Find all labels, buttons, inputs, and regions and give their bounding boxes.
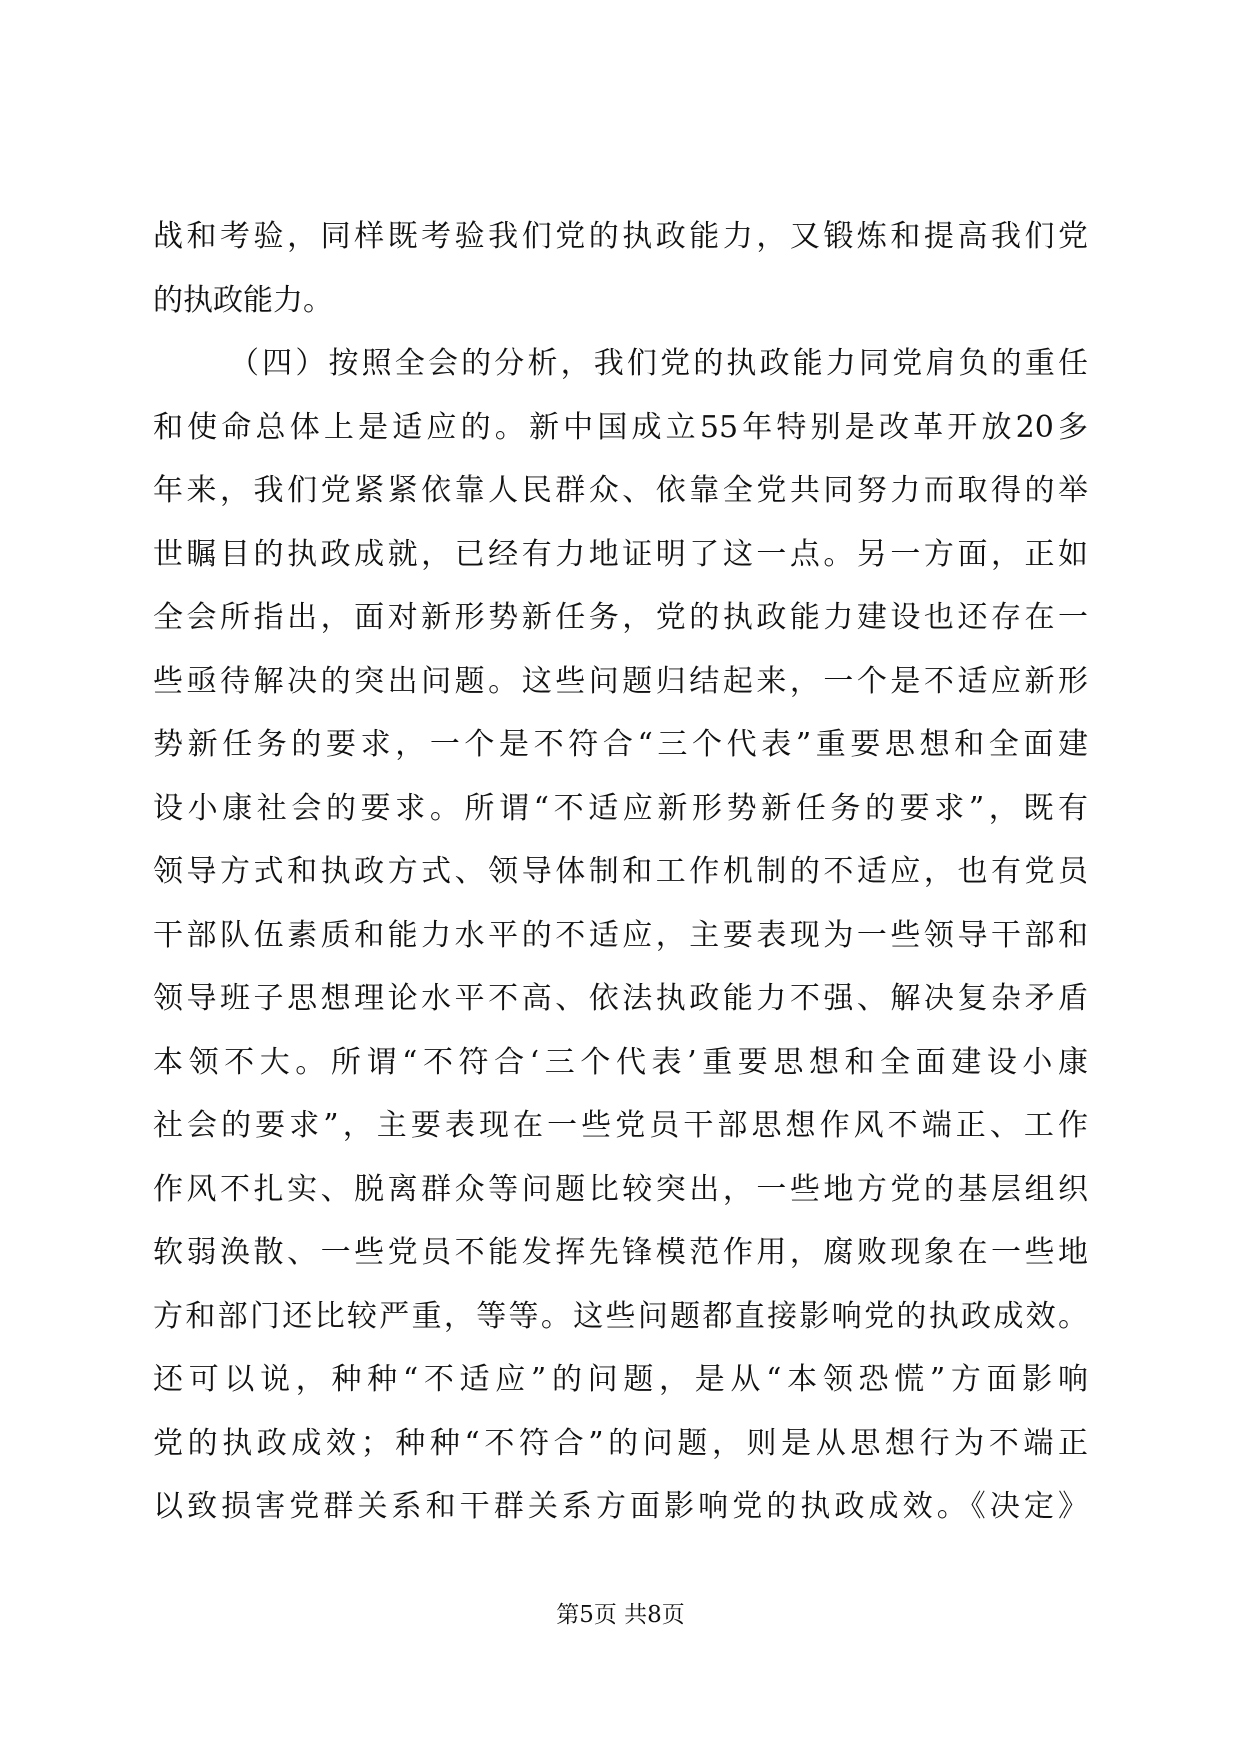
text-line: 方和部门还比较严重，等等。这些问题都直接影响党的执政成效。 bbox=[153, 1298, 1088, 1334]
text-line: 作风不扎实、脱离群众等问题比较突出，一些地方党的基层组织 bbox=[153, 1171, 1088, 1207]
text-line: 以致损害党群关系和干群关系方面影响党的执政成效。《决定》 bbox=[153, 1489, 1088, 1524]
text-line: 干部队伍素质和能力水平的不适应，主要表现为一些领导干部和 bbox=[153, 917, 1088, 953]
text-line: 党的执政成效；种种“不符合”的问题，则是从思想行为不端正 bbox=[153, 1425, 1088, 1461]
page-number-label: 第5页 共8页 bbox=[556, 1602, 685, 1628]
page-footer bbox=[0, 1598, 1241, 1632]
text-line: 世瞩目的执政成就，已经有力地证明了这一点。另一方面，正如 bbox=[153, 536, 1088, 572]
text-line: 领导方式和执政方式、领导体制和工作机制的不适应，也有党员 bbox=[153, 854, 1088, 889]
text-line: 的执政能力。 bbox=[153, 282, 333, 318]
paragraph-start-line: （四）按照全会的分析，我们党的执政能力同党肩负的重任 bbox=[229, 346, 1088, 381]
text-line: 设小康社会的要求。所谓“不适应新形势新任务的要求”，既有 bbox=[153, 790, 1088, 826]
text-line: 些亟待解决的突出问题。这些问题归结起来，一个是不适应新形 bbox=[153, 663, 1088, 699]
text-line: 领导班子思想理论水平不高、依法执政能力不强、解决复杂矛盾 bbox=[153, 981, 1088, 1016]
text-line: 全会所指出，面对新形势新任务，党的执政能力建设也还存在一 bbox=[153, 600, 1088, 635]
text-line: 和使命总体上是适应的。新中国成立55年特别是改革开放20多 bbox=[153, 409, 1088, 445]
text-line: 本领不大。所谓“不符合‘三个代表’重要思想和全面建设小康 bbox=[153, 1044, 1088, 1080]
text-line: 软弱涣散、一些党员不能发挥先锋模范作用，腐败现象在一些地 bbox=[153, 1235, 1088, 1270]
text-line: 还可以说，种种“不适应”的问题，是从“本领恐慌”方面影响 bbox=[153, 1362, 1088, 1397]
text-line: 势新任务的要求，一个是不符合“三个代表”重要思想和全面建 bbox=[153, 727, 1088, 762]
body-text bbox=[153, 205, 1088, 1539]
text-line: 年来，我们党紧紧依靠人民群众、依靠全党共同努力而取得的举 bbox=[153, 473, 1088, 508]
text-line: 战和考验，同样既考验我们党的执政能力，又锻炼和提高我们党 bbox=[153, 219, 1088, 254]
text-line: 社会的要求”，主要表现在一些党员干部思想作风不端正、工作 bbox=[153, 1108, 1088, 1143]
